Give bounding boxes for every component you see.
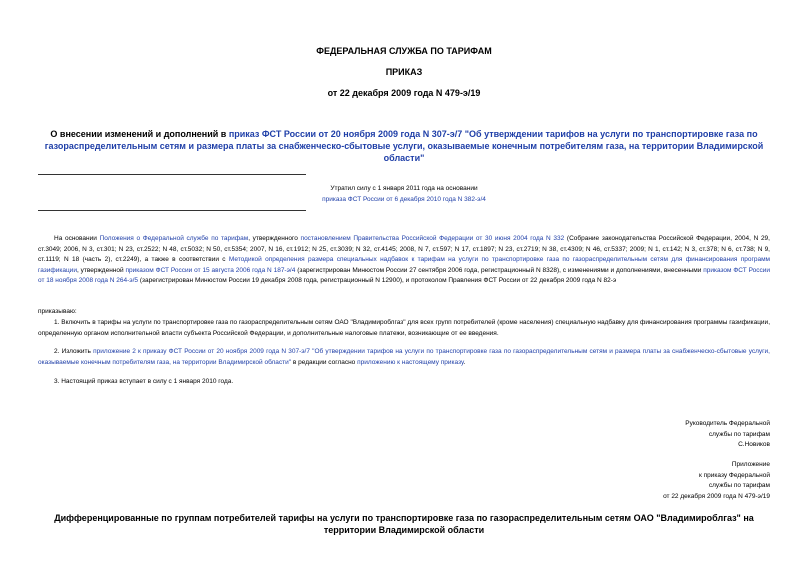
- appendix-line-3: службы по тарифам: [708, 482, 770, 490]
- link-methodology[interactable]: Методикой определения размера специальных надбавок к тарифам на услуги по транспортировке газа по газораспределительным сетям для финансирования программ газификации: [38, 256, 771, 274]
- appendix-line-1: Приложение: [731, 461, 770, 468]
- link-fst-regulation[interactable]: Положения о Федеральной службе по тарифам: [99, 235, 249, 242]
- signature-name: С.Новиков: [738, 441, 770, 449]
- signature-line-2: службы по тарифам: [708, 430, 770, 438]
- agency-heading: ФЕДЕРАЛЬНАЯ СЛУЖБА ПО ТАРИФАМ: [316, 46, 492, 56]
- preamble-text-2: , утвержденного: [248, 235, 301, 242]
- signature-block: [685, 419, 770, 451]
- link-appendix-2-order-307[interactable]: приложение 2 к приказу ФСТ России от 20 ноября 2009 года N 307-э/7 "Об утверждении тарифов на услуги по транспортировке газа по газораспределительным сетям и размера платы за снабженческо-сбытовые услуги, оказываемые конечным потребителям газа, на территории Владимирской области": [38, 348, 770, 366]
- validity-note: [38, 183, 770, 205]
- item-2-text-2: в редакции согласно: [291, 358, 358, 366]
- document-title: [38, 128, 770, 164]
- divider-bottom: [38, 210, 306, 211]
- signature-line-1: Руководитель Федеральной: [685, 420, 770, 427]
- appendix-block: [663, 460, 770, 502]
- preamble-text-6: (зарегистрирован Минюстом России 19 декабря 2008 года, регистрационный N 12900), и протоколом Правления ФСТ России от 22 декабря 2009 года N 82-э: [138, 277, 617, 285]
- item-2-text-1: 2. Изложить: [54, 348, 94, 355]
- document-page: [38, 0, 770, 571]
- preamble-text-4: , утвержденной: [76, 266, 126, 274]
- title-link-order-307[interactable]: приказ ФСТ России от 20 ноября 2009 года N 307-э/7 "Об утверждении тарифов на услуги по транспортировке газа по газораспределительным сетям и размера платы за снабженческо-сбытовые услуги, оказываемые конечным потребителям газа, на территории Владимирской области": [44, 129, 764, 163]
- appendix-line-4: от 22 декабря 2009 года N 479-э/19: [663, 492, 770, 500]
- link-appendix[interactable]: приложению к настоящему приказу: [357, 358, 464, 366]
- divider-top: [38, 174, 306, 175]
- appendix-title: Дифференцированные по группам потребителей тарифы на услуги по транспортировке газа по газораспределительным сетям ОАО "Владимироблгаз" на территории Владимирской области: [54, 513, 754, 535]
- item-2-text-3: .: [463, 358, 466, 366]
- item-1: 1. Включить в тарифы на услуги по транспортировке газа по газораспределительным сетям ОАО "Владимироблгаз" для всех групп потребителей (кроме населения) специальную надбавку для финансирования программы газификации, определенную органом исполнительной власти субъекта Российской Федерации, и дополнительные налоговые платежи, возникающие от ее введения.: [38, 319, 770, 337]
- validity-note-text: Утратил силу с 1 января 2011 года на основании: [330, 185, 478, 192]
- title-prefix: О внесении изменений и дополнений в: [50, 129, 229, 139]
- link-order-264[interactable]: приказом ФСТ России от 18 ноября 2008 года N 264-э/5: [38, 266, 770, 285]
- preamble-text-1: На основании: [54, 235, 100, 242]
- appendix-line-2: к приказу Федеральной: [699, 471, 770, 479]
- doc-date-heading: от 22 декабря 2009 года N 479-э/19: [327, 88, 481, 98]
- doc-type-heading: ПРИКАЗ: [385, 67, 423, 77]
- preamble-paragraph: [38, 234, 770, 287]
- preamble-text-3: (Собрание законодательства Российской Федерации, 2004, N 29, ст.3049; 2006, N 3, ст.301; N 23, ст.2522; N 48, ст.5032; N 50, ст.5354; 2007, N 16, ст.1912; N 25, ст.3039; N 32, ст.4145; 2008, N 7, ст.597; N 17, ст.1897; N 23, ст.2719; N 38, ст.4309; N 46, ст.5337; 2009; N 1, ст.142; N 3, ст.378; N 6, ст.738; N 9, ст.1119; N 18 (часть 2), ст.2249), а также в соответствии с: [38, 235, 770, 264]
- link-order-187[interactable]: приказом ФСТ России от 15 августа 2006 года N 187-э/4: [125, 266, 296, 274]
- preamble-text-5: (зарегистрирован Минюстом России 27 сентября 2006 года, регистрационный N 8328), с изменениями и дополнениями, внесенными: [295, 266, 704, 274]
- item-2: [38, 347, 770, 368]
- item-3: 3. Настоящий приказ вступает в силу с 1 января 2010 года.: [54, 378, 234, 385]
- orders-word: приказываю:: [38, 308, 77, 315]
- validity-note-link[interactable]: приказа ФСТ России от 6 декабря 2010 года N 382-э/4: [322, 196, 486, 203]
- link-government-decree-332[interactable]: постановлением Правительства Российской Федерации от 30 июня 2004 года N 332: [300, 235, 565, 242]
